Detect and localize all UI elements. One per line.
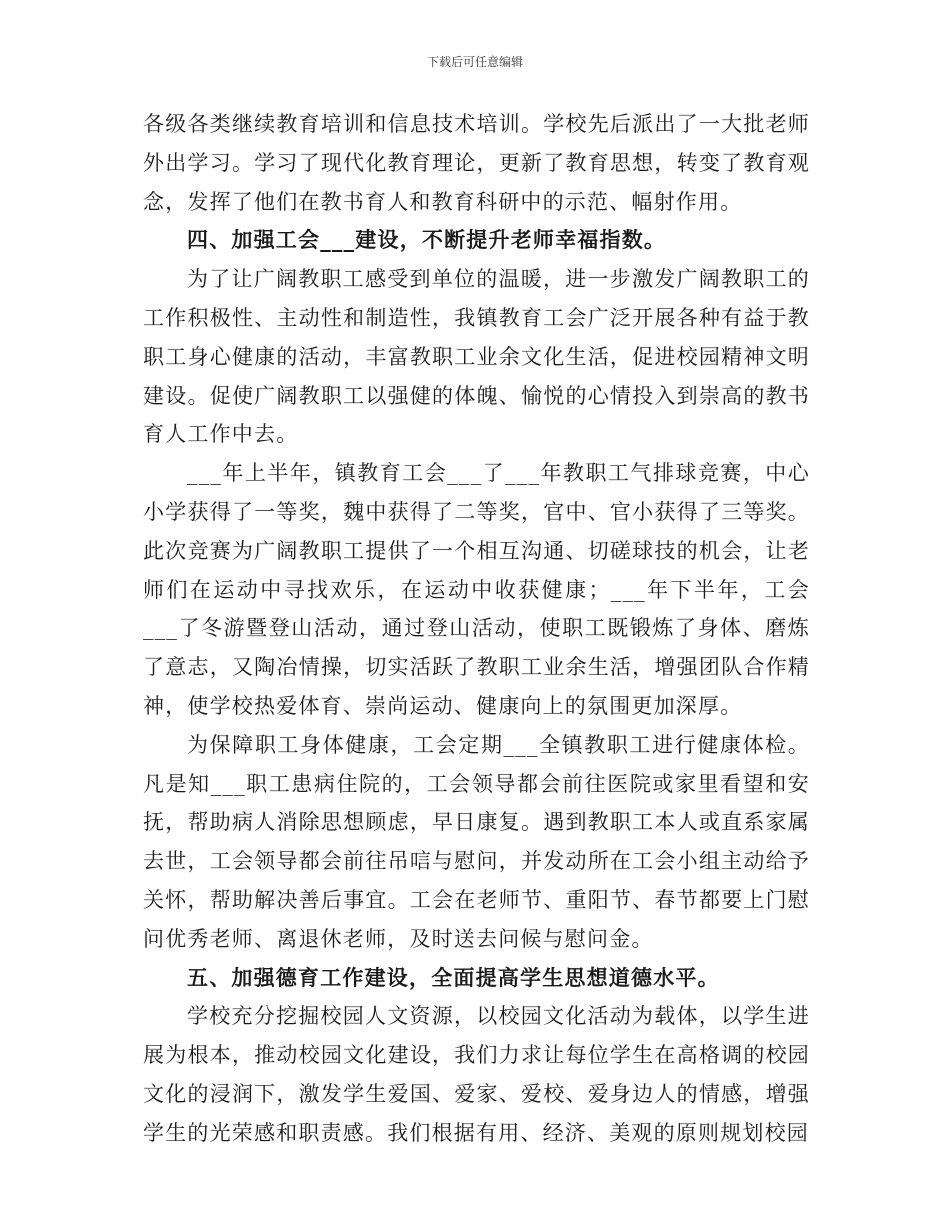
paragraph: 为了让广阔教职工感受到单位的温暖，进一步激发广阔教职工的工作积极性、主动性和制造性，我镇教育工会广泛开展各种有益于教职工身心健康的活动，丰富教职工业余文化生活，促进校园精神文明建设。促使广阔教职工以强健的体魄、愉悦的心情投入到崇高的教书育人工作中去。 xyxy=(143,267,810,447)
section-heading: 五、加强德育工作建设，全面提高学生思想道德水平。 xyxy=(187,964,720,990)
paragraph: 各级各类继续教育培训和信息技术培训。学校先后派出了一大批老师外出学习。学习了现代化教育理论，更新了教育思想，转变了教育观念，发挥了他们在教书育人和教育科研中的示范、幅射作用。 xyxy=(143,112,810,214)
paragraph: 为保障职工身体健康，工会定期___全镇教职工进行健康体检。凡是知___职工患病住院的，工会领导都会前往医院或家里看望和安抚，帮助病人消除思想顾虑，早日康复。遇到教职工本人或直系家属去世，工会领导都会前往吊唁与慰问，并发动所在工会小组主动给予关怀，帮助解决善后事宜。工会在老师节、重阳节、春节都要上门慰问优秀老师、离退休老师，及时送去问候与慰问金。 xyxy=(143,732,810,951)
paragraph: 学校充分挖掘校园人文资源，以校园文化活动为载体，以学生进展为根本，推动校园文化建设，我们力求让每位学生在高格调的校园文化的浸润下，激发学生爱国、爱家、爱校、爱身边人的情感，增强学生的光荣感和职责感。我们根据有用、经济、美观的原则规划校园 xyxy=(143,1004,810,1145)
document-body xyxy=(143,105,810,1153)
section-heading: 四、加强工会___建设，不断提升老师幸福指数。 xyxy=(187,227,667,253)
paragraph: ___年上半年，镇教育工会___了___年教职工气排球竞赛，中心小学获得了一等奖，魏中获得了二等奖，官中、官小获得了三等奖。此次竞赛为广阔教职工提供了一个相互沟通、切磋球技的机会，让老师们在运动中寻找欢乐，在运动中收获健康；___年下半年，工会___了冬游暨登山活动，通过登山活动，使职工既锻炼了身体、磨炼了意志，又陶冶情操，切实活跃了教职工业余生活，增强团队合作精神，使学校热爱体育、崇尚运动、健康向上的氛围更加深厚。 xyxy=(143,461,810,718)
page-header: 下载后可任意编辑 xyxy=(426,55,523,69)
